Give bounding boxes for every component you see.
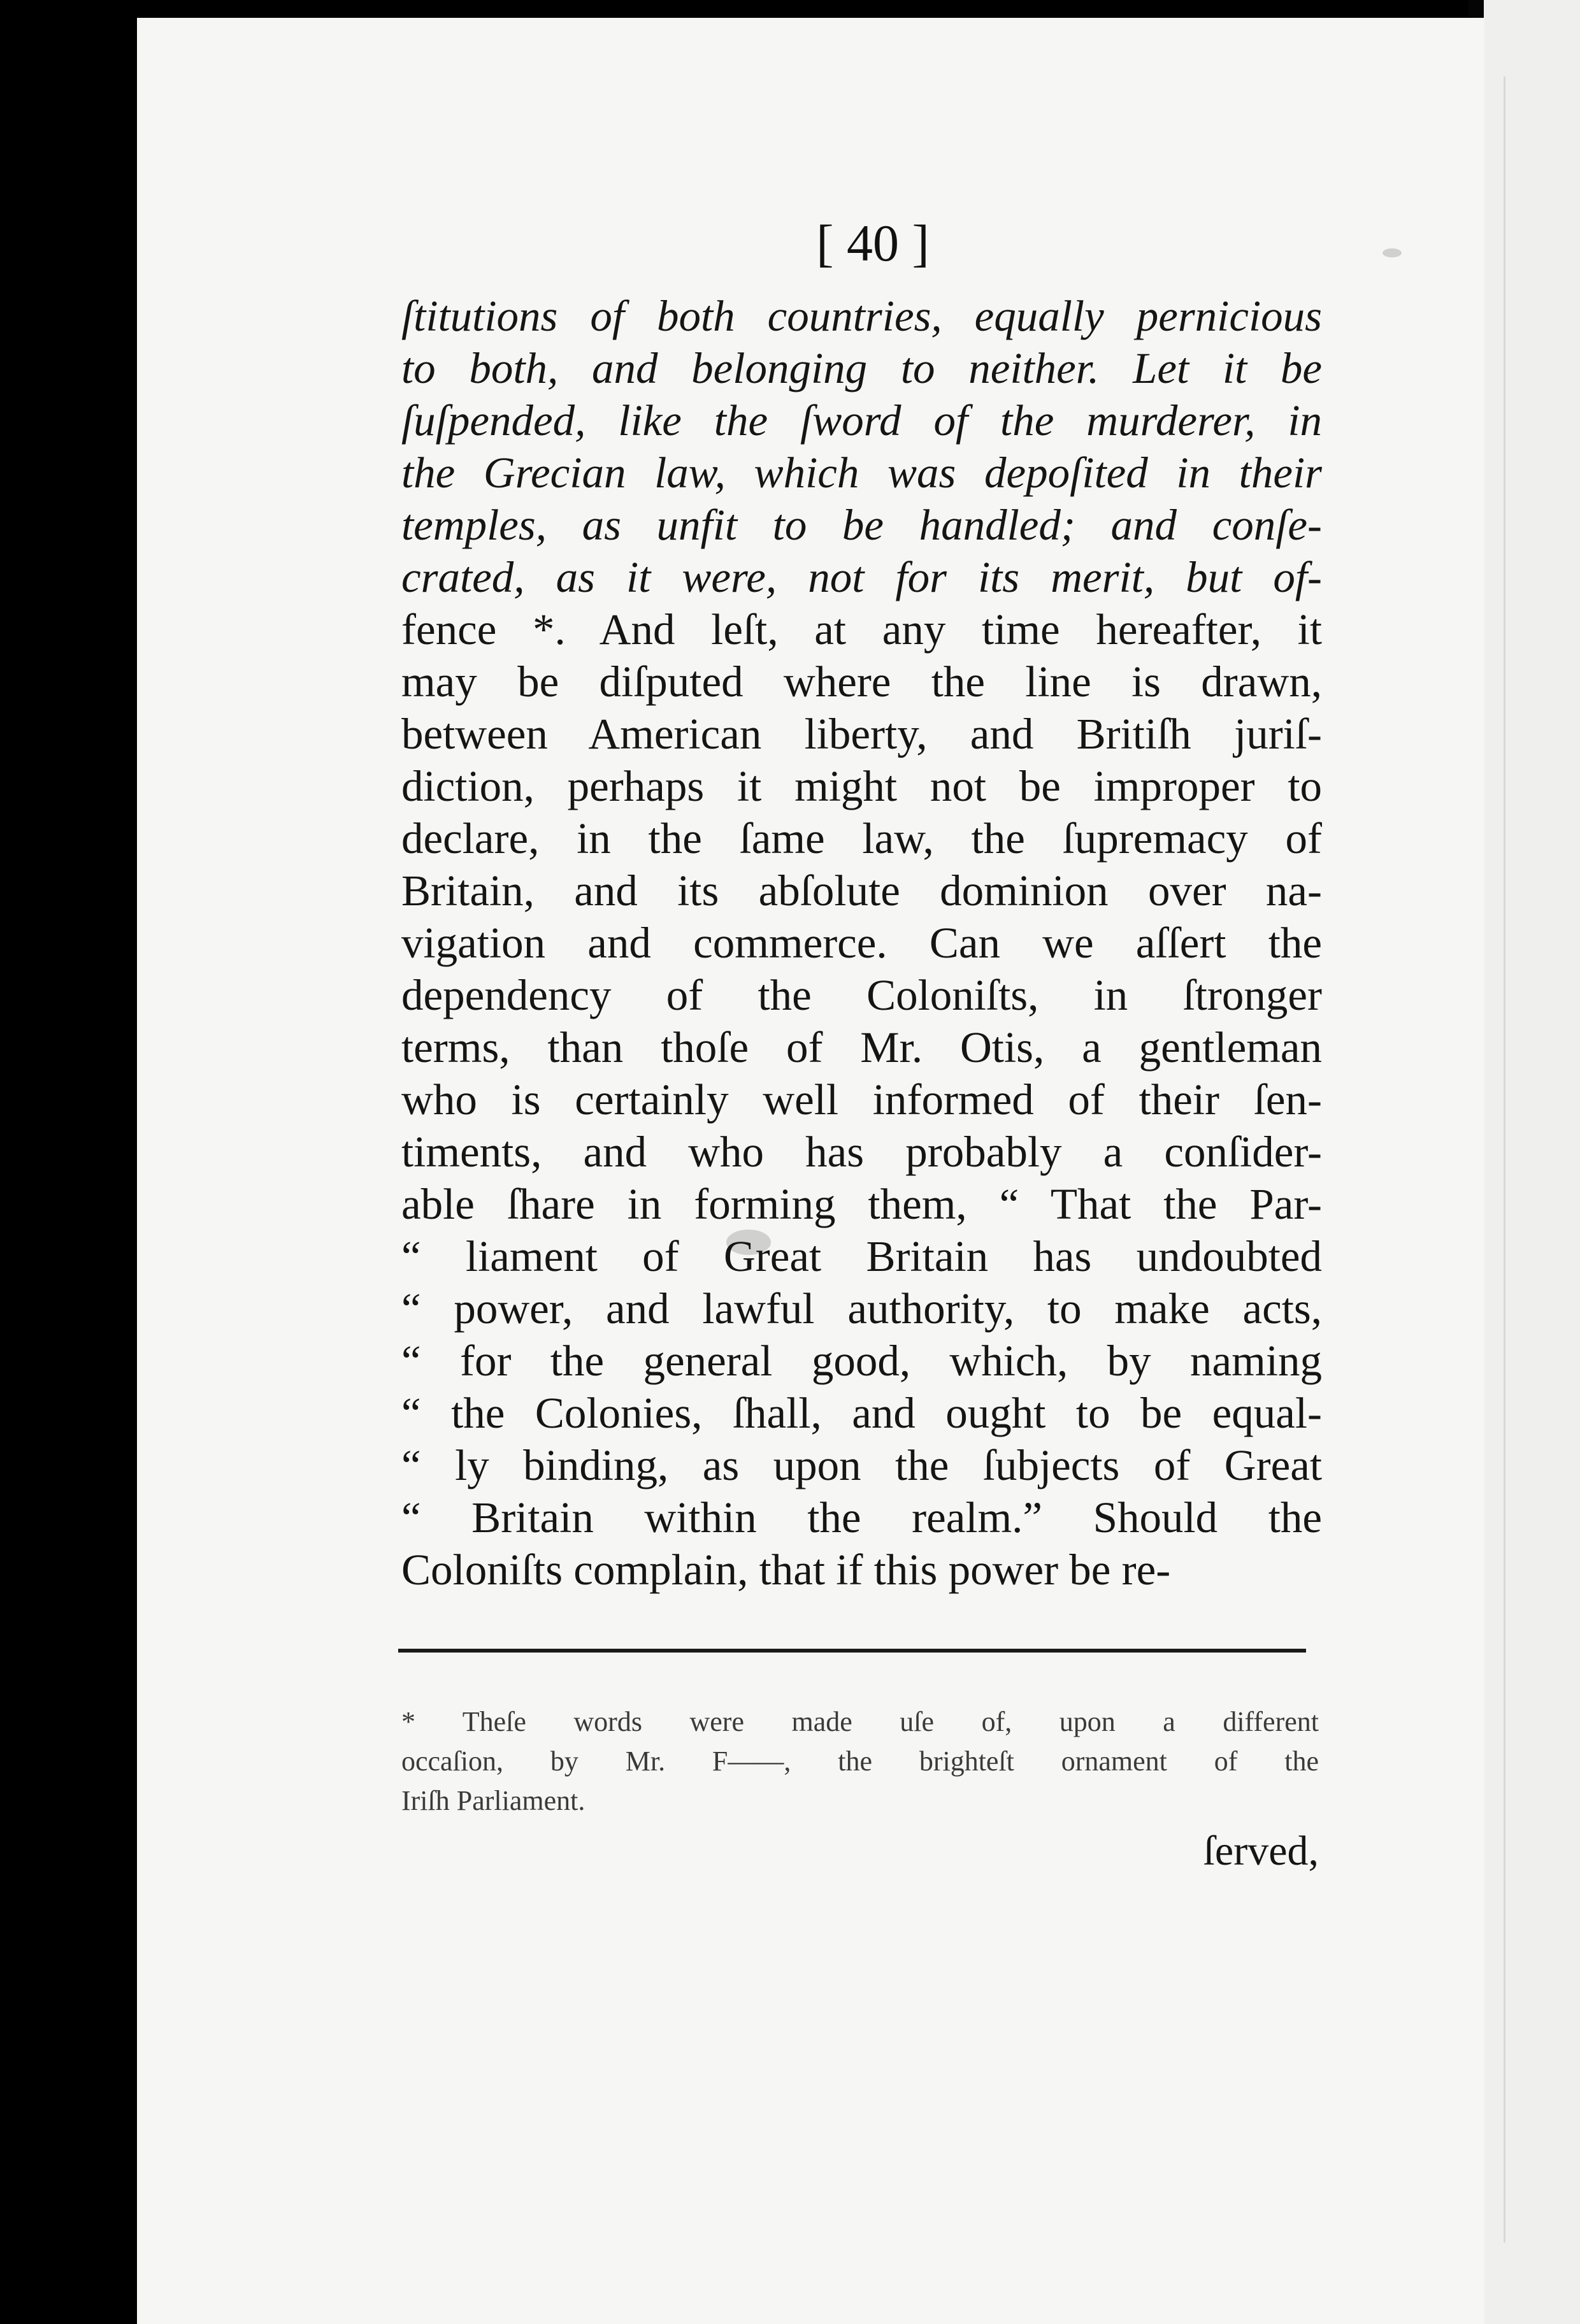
text-line: declare, in the ſame law, the ſupremacy of (401, 814, 1322, 863)
text-line: the Grecian law, which was depoſited in their (401, 448, 1322, 497)
text-line: Britain, and its abſolute dominion over na- (401, 866, 1322, 915)
text-line: to both, and belonging to neither. Let it be (401, 344, 1322, 392)
text-line: ſuſpended, like the ſword of the murderer, in (401, 396, 1322, 445)
text-line: “ liament of Great Britain has undoubted (401, 1232, 1322, 1280)
show-through-text (408, 1879, 1172, 1943)
text-line: “ Britain within the realm.” Should the (401, 1493, 1322, 1542)
text-line: temples, as unfit to be handled; and conſe- (401, 501, 1322, 549)
catchword: ſerved, (1203, 1828, 1319, 1874)
page-number: [ 40 ] (816, 214, 930, 272)
footnote-line: occaſion, by Mr. F——, the brighteſt ornament of the (401, 1746, 1319, 1777)
footnote-rule (398, 1649, 1306, 1653)
text-line: terms, than thoſe of Mr. Otis, a gentleman (401, 1023, 1322, 1072)
text-line: “ for the general good, which, by naming (401, 1337, 1322, 1385)
text-line: timents, and who has probably a conſider- (401, 1128, 1322, 1176)
text-line: crated, as it were, not for its merit, but of- (401, 553, 1322, 601)
text-line: “ the Colonies, ſhall, and ought to be equal- (401, 1389, 1322, 1437)
text-line: Coloniſts complain, that if this power be re- (401, 1546, 1171, 1594)
footnote-line: * Theſe words were made uſe of, upon a different (401, 1706, 1319, 1737)
text-line: fence *. And leſt, at any time hereafter, it (401, 605, 1322, 654)
text-line: “ power, and lawful authority, to make acts, (401, 1284, 1322, 1333)
body-text (401, 290, 1322, 1596)
text-line: “ ly binding, as upon the ſubjects of Great (401, 1441, 1322, 1489)
text-line: between American liberty, and Britiſh juriſ- (401, 710, 1322, 758)
footnote-line: Iriſh Parliament. (401, 1785, 585, 1816)
text-line: may be diſputed where the line is drawn, (401, 657, 1322, 706)
text-line: dependency of the Coloniſts, in ſtronger (401, 971, 1322, 1019)
gutter-fold (1504, 76, 1505, 2242)
text-line: ſtitutions of both countries, equally pernicious (401, 292, 1322, 340)
footnote (401, 1702, 1319, 1821)
ink-speck (1382, 248, 1402, 257)
text-line: able ſhare in forming them, “ That the Par- (401, 1180, 1322, 1228)
facing-page-edge (1481, 0, 1580, 2324)
text-line: who is certainly well informed of their ſen- (401, 1075, 1322, 1124)
text-line: diction, perhaps it might not be improper to (401, 762, 1322, 810)
text-line: vigation and commerce. Can we aſſert the (401, 919, 1322, 967)
